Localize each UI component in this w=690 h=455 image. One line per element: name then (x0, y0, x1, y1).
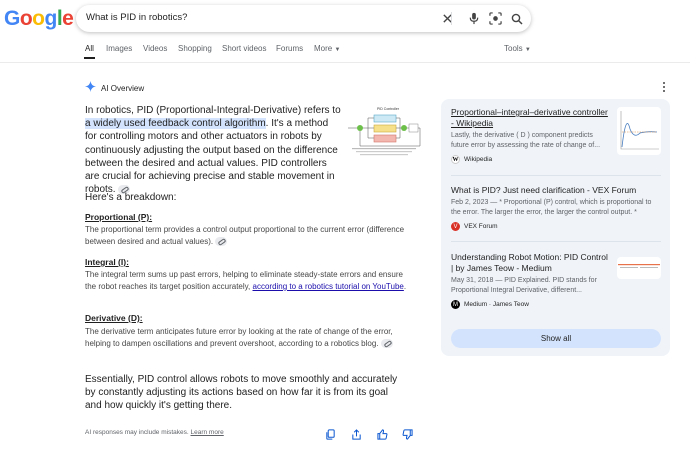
proportional-term: Proportional (P): (85, 212, 153, 222)
sparkle-icon (85, 79, 96, 97)
source-site (451, 222, 661, 231)
source-site-name: VEX Forum (464, 223, 498, 230)
ai-overview-title: AI Overview (101, 83, 145, 93)
tools-button[interactable] (504, 44, 531, 53)
search-divider (451, 12, 452, 25)
source-snippet: May 31, 2018 — PID Explained. PID stands for Proportional Integral Derivative, different... (451, 277, 597, 294)
derivative-term: Derivative (D): (85, 313, 143, 323)
summary-paragraph: Essentially, PID control allows robots to move smoothly and accurately by constantly adjusting its actions based on how far it is from its goal and how quickly it's getting there. (85, 374, 398, 411)
integral-description (85, 269, 415, 293)
chevron-down-icon: ▼ (334, 47, 341, 53)
integral-end: . (403, 282, 407, 291)
sources-panel (441, 99, 670, 356)
diagram-title: PID Controller (377, 107, 399, 111)
proportional-description (85, 224, 415, 248)
ai-intro-paragraph (85, 104, 342, 196)
show-all-button[interactable]: Show all (451, 329, 661, 348)
tools-label: Tools (504, 44, 523, 53)
vex-icon: V (451, 222, 460, 231)
source-title[interactable]: Proportional–integral–derivative controller - Wikipedia (451, 107, 608, 128)
logo-letter: G (4, 7, 20, 30)
youtube-tutorial-link[interactable]: according to a robotics tutorial on YouTube (252, 282, 404, 291)
chevron-down-icon: ▼ (524, 47, 531, 53)
logo-letter: g (44, 7, 57, 30)
active-tab-indicator (84, 57, 95, 59)
tab-more-label: More (314, 44, 333, 53)
google-logo[interactable] (4, 7, 73, 31)
ai-disclaimer (85, 429, 224, 436)
thumbs-down-icon[interactable] (402, 427, 413, 438)
source-divider (451, 241, 661, 242)
tab-shopping[interactable]: Shopping (178, 44, 212, 53)
medium-icon: M (453, 301, 458, 308)
tabs-divider (0, 62, 690, 63)
logo-letter: e (62, 7, 74, 30)
tab-forums[interactable]: Forums (276, 44, 304, 53)
source-site (451, 155, 611, 164)
link-icon[interactable] (381, 339, 393, 348)
tab-short-videos[interactable]: Short videos (222, 44, 267, 53)
intro-highlight[interactable]: a widely used feedback control algorithm (85, 118, 266, 130)
derivative-text: The derivative term anticipates future error by looking at the rate of change of the error, helping to dampen oscillations and prevent overshoot, according to a robotics blog. (85, 327, 393, 348)
logo-letter: o (19, 7, 33, 30)
disclaimer-text: AI responses may include mistakes. (85, 429, 189, 436)
tab-videos[interactable]: Videos (143, 44, 168, 53)
intro-text: In robotics, PID (Proportional-Integral-Derivative) refers to (85, 105, 341, 116)
clear-icon[interactable] (440, 11, 455, 26)
source-card-vex[interactable] (451, 185, 661, 231)
source-divider (451, 175, 661, 176)
source-card-medium[interactable] (451, 252, 611, 309)
tab-more[interactable] (314, 44, 340, 53)
integral-text: The integral term sums up past errors, helping to eliminate steady-state errors and ensure the robot reaches its target position accurately, (85, 270, 403, 291)
source-snippet: Lastly, the derivative ( D ) component predicts future error by assessing the rate of change of... (451, 132, 601, 149)
thumbs-up-icon[interactable] (377, 427, 388, 438)
source-snippet: Feb 2, 2023 — * Proportional (P) control, which is proportional to the error. The larger the error, the larger the control output. * (451, 199, 652, 216)
logo-letter: o (32, 7, 45, 30)
ai-overview-header (85, 79, 144, 97)
lens-icon[interactable] (488, 11, 503, 26)
source-site-name: Medium · James Teow (464, 301, 529, 308)
medium-thumbnail[interactable] (617, 257, 661, 279)
source-site-name: Wikipedia (464, 156, 493, 163)
search-box[interactable] (76, 5, 531, 32)
proportional-text: The proportional term provides a control output proportional to the current error (difference between desired and actual values). (85, 225, 405, 246)
wikipedia-thumbnail[interactable] (617, 107, 661, 155)
source-title[interactable]: What is PID? Just need clarification - VEX Forum (451, 185, 637, 195)
breakdown-heading: Here's a breakdown: (85, 192, 177, 203)
source-site (451, 300, 611, 309)
integral-term: Integral (I): (85, 257, 129, 267)
share-icon[interactable] (351, 427, 362, 438)
intro-text: . It's a method for controlling motors and other actuators in robots by continuously adjusting the output based on the difference between the desired and actual values. PID controllers are crucial for achieving precise and stable movement in robots. (85, 118, 338, 196)
copy-icon[interactable] (325, 427, 336, 438)
wikipedia-icon: W (452, 156, 459, 163)
source-card-wikipedia[interactable] (451, 107, 611, 164)
pid-diagram-image[interactable] (346, 104, 422, 160)
mic-icon[interactable] (466, 11, 481, 26)
more-options-icon[interactable] (660, 80, 668, 92)
search-icon[interactable] (509, 11, 524, 26)
logo-letter: l (56, 7, 63, 30)
learn-more-link[interactable]: Learn more (190, 429, 224, 436)
search-tabs (85, 44, 685, 58)
link-icon[interactable] (215, 237, 227, 246)
search-input[interactable]: What is PID in robotics? (86, 12, 188, 23)
derivative-description (85, 326, 415, 350)
tab-images[interactable]: Images (106, 44, 133, 53)
tab-all[interactable]: All (85, 44, 94, 53)
source-title[interactable]: Understanding Robot Motion: PID Control | by James Teow - Medium (451, 252, 608, 273)
